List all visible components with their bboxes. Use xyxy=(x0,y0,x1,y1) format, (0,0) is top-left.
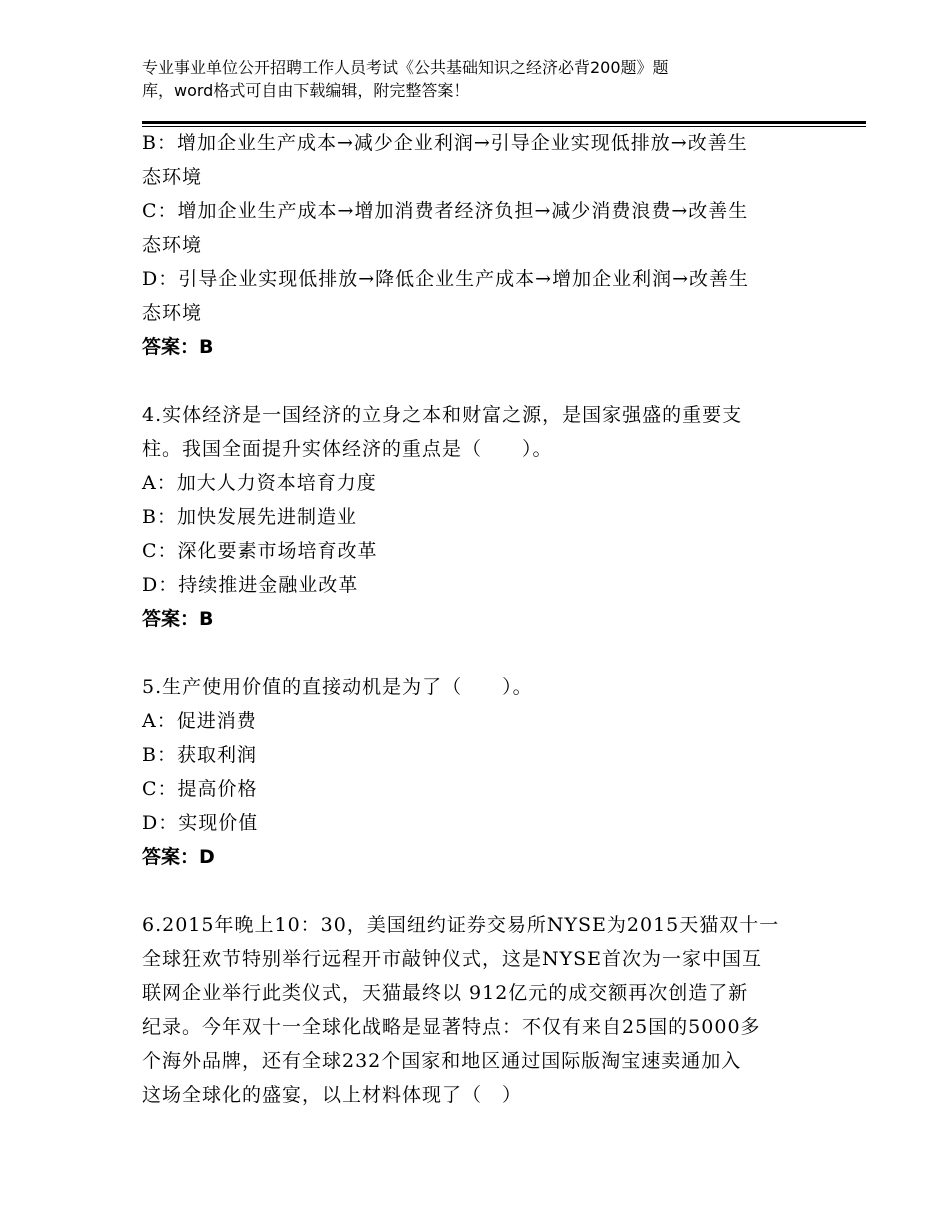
question-6 xyxy=(142,908,822,1112)
q5-option-d: D：实现价值 xyxy=(142,812,259,834)
q4-option-b: B：加快发展先进制造业 xyxy=(142,506,357,528)
spacer xyxy=(142,874,822,908)
q6-stem-line-6: 这场全球化的盛宴，以上材料体现了（ ） xyxy=(142,1084,523,1106)
q6-stem-line-5: 个海外品牌，还有全球232个国家和地区通过国际版淘宝速卖通加入 xyxy=(142,1050,742,1072)
q4-stem-line-2: 柱。我国全面提升实体经济的重点是（ ）。 xyxy=(142,438,553,460)
q4-option-d: D：持续推进金融业改革 xyxy=(142,574,359,596)
q5-stem: 5.生产使用价值的直接动机是为了（ ）。 xyxy=(142,676,533,698)
q6-stem-line-3: 联网企业举行此类仪式，天猫最终以 912亿元的成交额再次创造了新 xyxy=(142,982,749,1004)
q5-option-b: B：获取利润 xyxy=(142,744,257,766)
question-3 xyxy=(142,126,822,364)
q3-option-b-line-1: B：增加企业生产成本→减少企业利润→引导企业实现低排放→改善生 xyxy=(142,132,748,154)
question-5 xyxy=(142,670,822,874)
q3-answer: 答案：B xyxy=(142,336,214,358)
spacer xyxy=(142,636,822,670)
header-line-2: 库，word格式可自由下载编辑，附完整答案！ xyxy=(142,81,470,100)
q5-answer: 答案：D xyxy=(142,846,215,868)
q3-option-d-line-1: D：引导企业实现低排放→降低企业生产成本→增加企业利润→改善生 xyxy=(142,268,749,290)
q4-option-a: A：加大人力资本培育力度 xyxy=(142,472,377,494)
q3-option-d-line-2: 态环境 xyxy=(142,302,203,324)
q6-stem-line-1: 6.2015年晚上10：30，美国纽约证券交易所NYSE为2015天猫双十一 xyxy=(142,914,780,936)
q3-option-b-line-2: 态环境 xyxy=(142,166,203,188)
q5-option-a: A：促进消费 xyxy=(142,710,257,732)
question-4 xyxy=(142,398,822,636)
document-body xyxy=(142,126,822,1112)
document-header xyxy=(142,56,842,102)
q5-option-c: C：提高价格 xyxy=(142,778,258,800)
q4-answer: 答案：B xyxy=(142,608,214,630)
q6-stem-line-2: 全球狂欢节特别举行远程开市敲钟仪式，这是NYSE首次为一家中国互 xyxy=(142,948,763,970)
q3-option-c-line-2: 态环境 xyxy=(142,234,203,256)
header-rule-thick xyxy=(142,121,866,124)
q3-option-c-line-1: C：增加企业生产成本→增加消费者经济负担→减少消费浪费→改善生 xyxy=(142,200,749,222)
q4-stem-line-1: 4.实体经济是一国经济的立身之本和财富之源，是国家强盛的重要支 xyxy=(142,404,743,426)
q4-option-c: C：深化要素市场培育改革 xyxy=(142,540,378,562)
spacer xyxy=(142,364,822,398)
header-line-1: 专业事业单位公开招聘工作人员考试《公共基础知识之经济必背200题》题 xyxy=(142,58,669,77)
q6-stem-line-4: 纪录。今年双十一全球化战略是显著特点：不仅有来自25国的5000多 xyxy=(142,1016,761,1038)
